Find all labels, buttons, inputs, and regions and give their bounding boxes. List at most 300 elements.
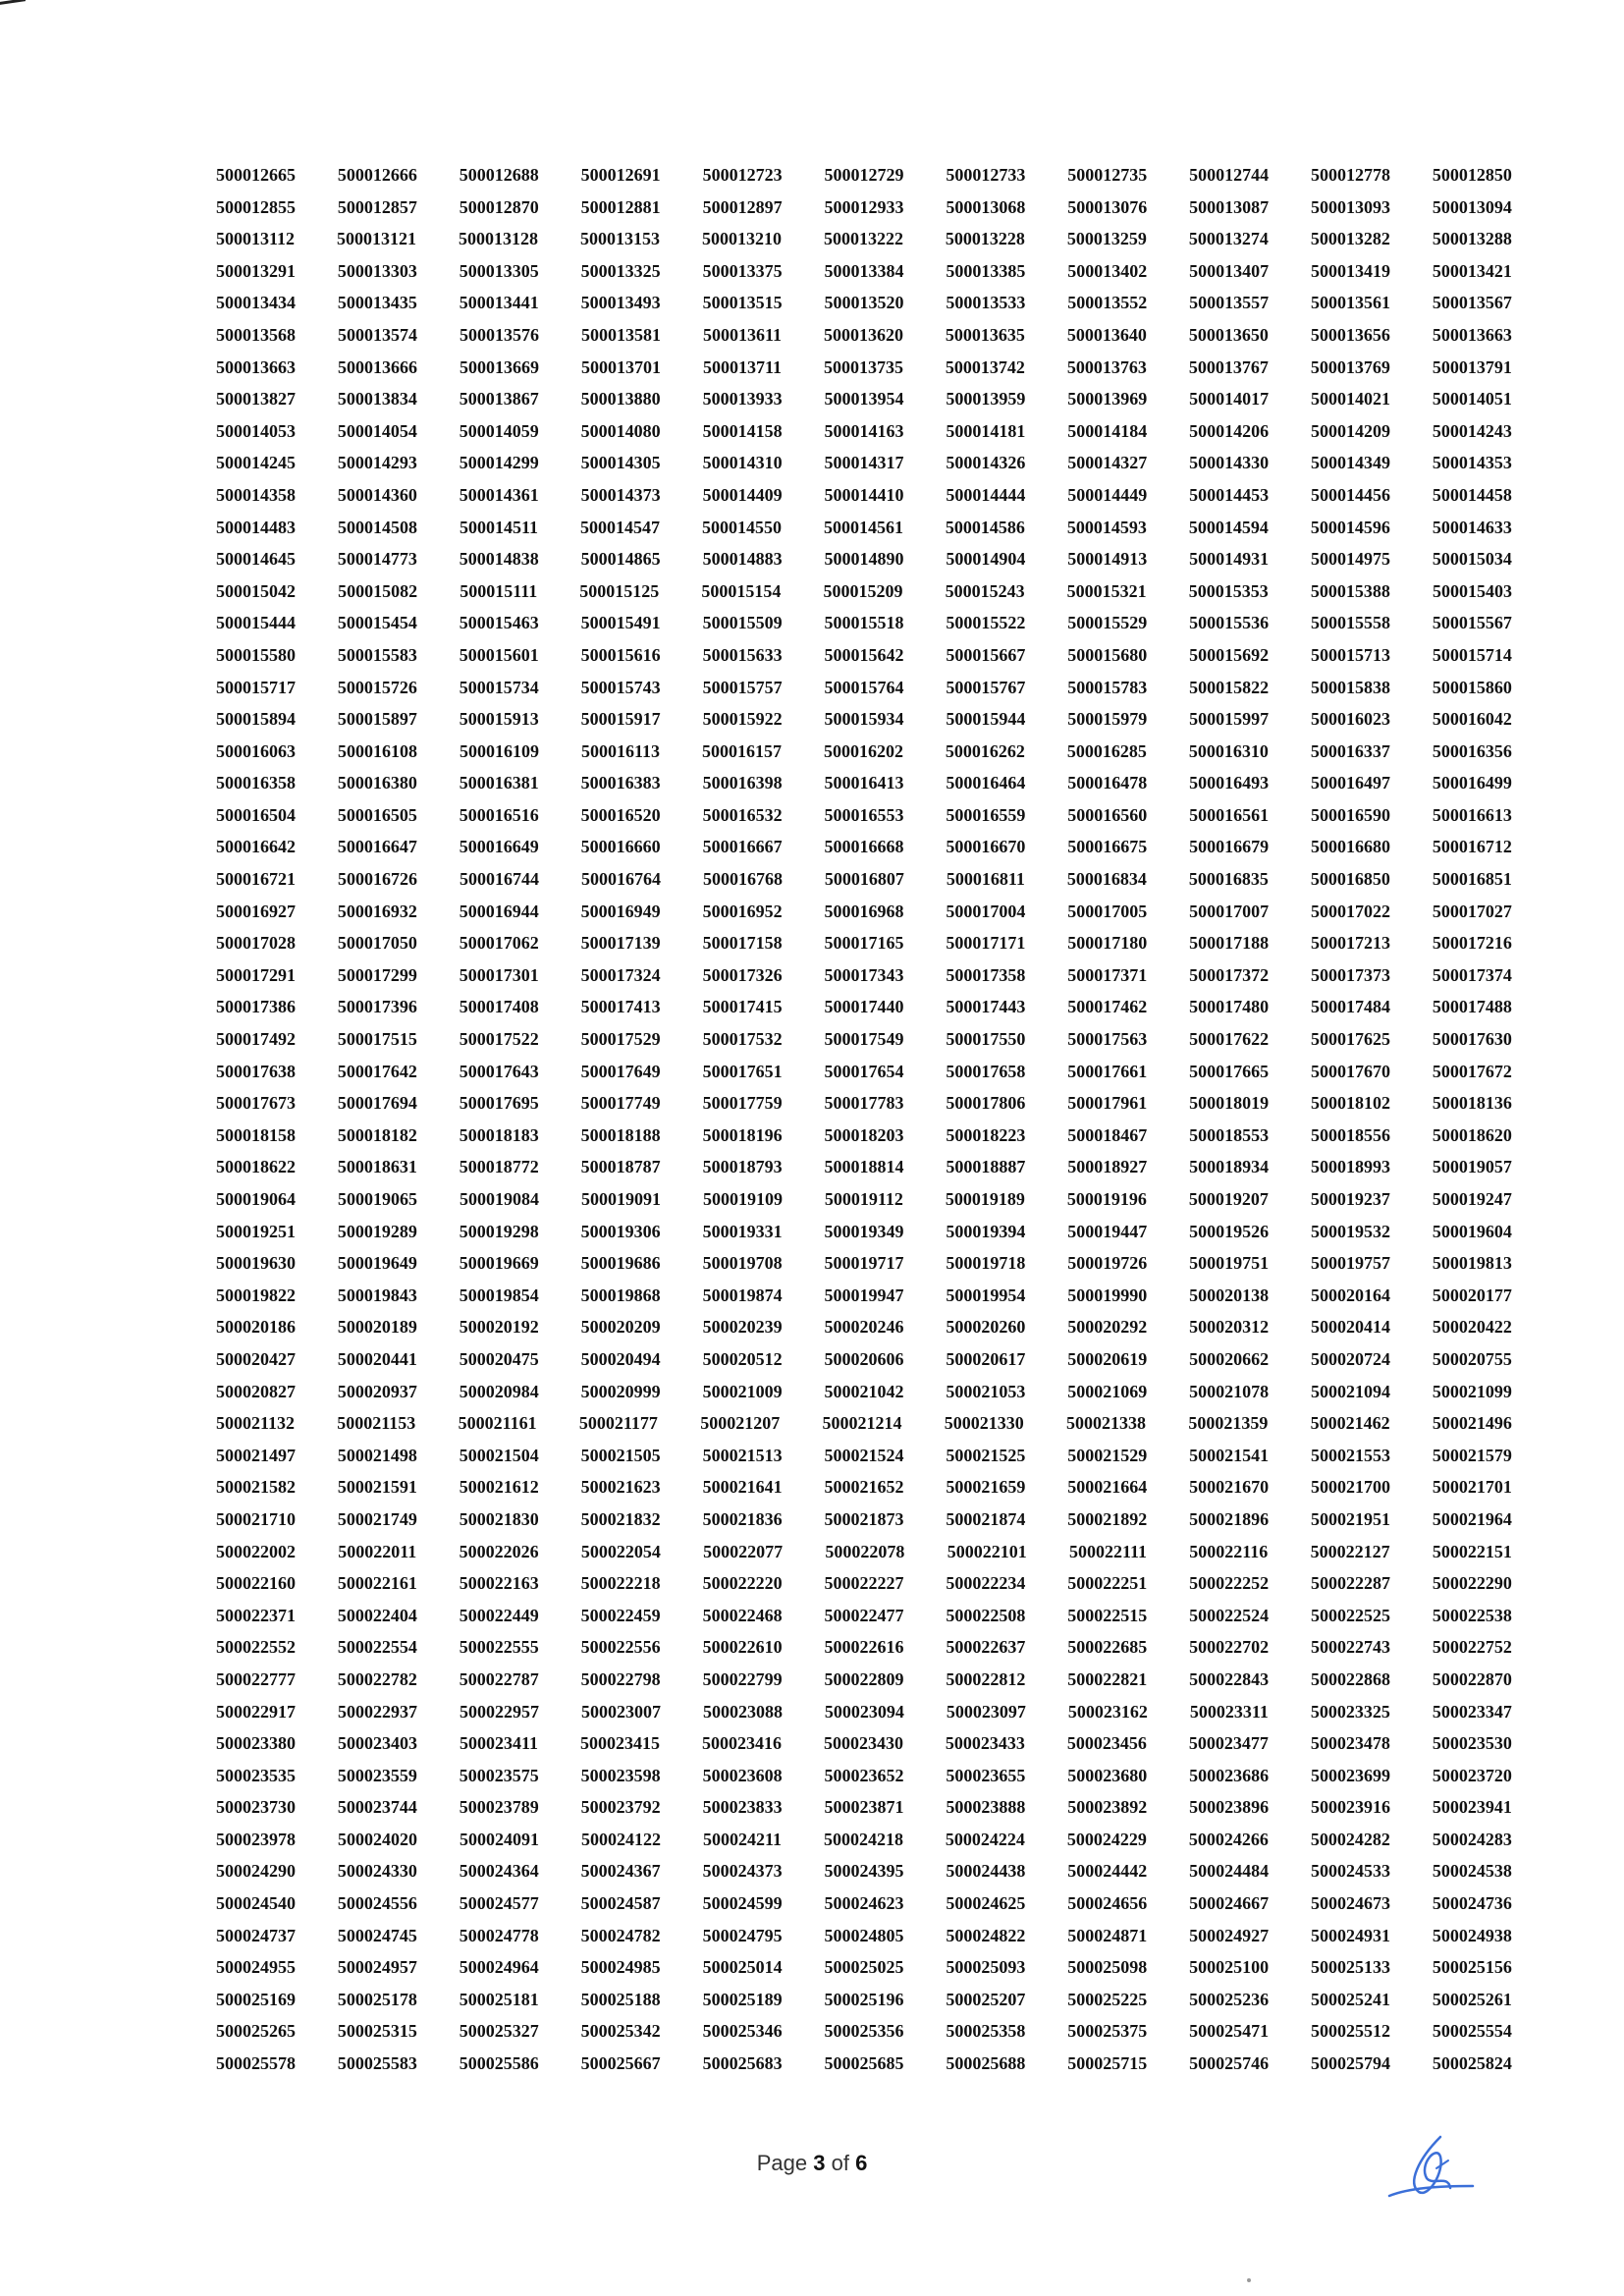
number-entry: 500023430 <box>823 1733 903 1754</box>
number-entry: 500022702 <box>1189 1637 1270 1658</box>
number-entry: 500021504 <box>459 1445 539 1465</box>
number-entry: 500018787 <box>580 1157 661 1177</box>
number-entry: 500014586 <box>945 517 1025 537</box>
number-entry: 500019196 <box>1066 1189 1147 1209</box>
number-entry: 500021497 <box>216 1445 296 1465</box>
number-entry: 500024395 <box>824 1861 904 1882</box>
number-entry: 500015444 <box>216 613 296 633</box>
number-entry: 500024556 <box>337 1893 417 1914</box>
number-entry: 500022290 <box>1432 1573 1512 1594</box>
number-entry: 500017371 <box>1067 964 1148 985</box>
number-entry: 500013435 <box>337 293 417 313</box>
number-entry: 500019757 <box>1311 1253 1391 1274</box>
page-label: Page <box>756 2151 808 2175</box>
number-entry: 500016932 <box>337 901 417 921</box>
number-entry: 500019447 <box>1067 1221 1148 1241</box>
number-entry: 500016383 <box>580 773 661 793</box>
number-entry: 500015894 <box>216 709 296 730</box>
number-entry: 500019084 <box>459 1189 539 1209</box>
number-entry: 500014053 <box>216 420 296 441</box>
number-entry: 500015734 <box>459 677 539 697</box>
number-entry: 500013640 <box>1066 324 1147 345</box>
number-entry: 500013112 <box>216 229 296 249</box>
number-entry: 500021553 <box>1311 1445 1391 1465</box>
number-entry: 500014310 <box>702 453 783 473</box>
number-entry: 500020186 <box>216 1317 296 1338</box>
number-entry: 500015243 <box>945 580 1025 601</box>
number-entry: 500014838 <box>459 549 539 570</box>
number-entry: 500021641 <box>702 1477 783 1498</box>
number-entry: 500022287 <box>1311 1573 1391 1594</box>
number-entry: 500015667 <box>946 644 1026 665</box>
number-row <box>216 607 1512 639</box>
number-entry: 500022917 <box>216 1701 296 1722</box>
number-entry: 500015522 <box>946 613 1026 633</box>
number-entry: 500016851 <box>1432 869 1512 890</box>
number-entry: 500013666 <box>337 356 417 377</box>
number-entry: 500024795 <box>702 1925 783 1945</box>
number-entry: 500025586 <box>459 2053 539 2074</box>
number-row <box>216 319 1512 352</box>
number-entry: 500013128 <box>458 229 538 249</box>
number-entry: 500016042 <box>1432 709 1512 730</box>
number-entry: 500013552 <box>1067 293 1148 313</box>
number-entry: 500019717 <box>824 1253 904 1274</box>
number-entry: 500024931 <box>1311 1925 1391 1945</box>
number-entry: 500014456 <box>1311 484 1391 505</box>
number-entry: 500012897 <box>702 196 783 217</box>
number-row <box>216 1216 1512 1248</box>
number-entry: 500024985 <box>580 1957 661 1978</box>
number-entry: 500020475 <box>459 1348 539 1369</box>
number-entry: 500023433 <box>945 1733 1025 1754</box>
number-row <box>216 1727 1512 1760</box>
number-entry: 500019630 <box>216 1253 296 1274</box>
number-entry: 500017343 <box>824 964 904 985</box>
number-entry: 500021892 <box>1067 1508 1148 1529</box>
number-entry: 500021874 <box>946 1508 1026 1529</box>
number-entry: 500024540 <box>216 1893 296 1914</box>
number-entry: 500015692 <box>1189 644 1270 665</box>
number-entry: 500019112 <box>824 1189 903 1209</box>
number-entry: 500023871 <box>824 1797 904 1818</box>
number-entry: 500015757 <box>702 677 783 697</box>
number-entry: 500017373 <box>1311 964 1391 985</box>
number-entry: 500013767 <box>1188 356 1269 377</box>
number-entry: 500025014 <box>702 1957 783 1978</box>
number-entry: 500015783 <box>1067 677 1148 697</box>
number-entry: 500014158 <box>702 420 783 441</box>
number-entry: 500015633 <box>702 644 783 665</box>
number-entry: 500021701 <box>1432 1477 1512 1498</box>
number-entry: 500016532 <box>702 804 783 825</box>
number-entry: 500022554 <box>337 1637 417 1658</box>
number-entry: 500013385 <box>946 260 1026 281</box>
number-entry: 500014904 <box>946 549 1026 570</box>
number-entry: 500022054 <box>580 1541 661 1561</box>
number-entry: 500019289 <box>337 1221 417 1241</box>
number-entry: 500014353 <box>1432 453 1512 473</box>
number-entry: 500025683 <box>702 2053 783 2074</box>
number-entry: 500023477 <box>1188 1733 1269 1754</box>
number-entry: 500015353 <box>1188 580 1269 601</box>
number-row <box>216 159 1512 191</box>
number-entry: 500016520 <box>580 804 661 825</box>
number-entry: 500014330 <box>1189 453 1270 473</box>
number-entry: 500016680 <box>1311 837 1391 857</box>
number-entry: 500016835 <box>1188 869 1269 890</box>
number-entry: 500013574 <box>337 324 417 345</box>
number-row <box>216 959 1512 992</box>
number-entry: 500023652 <box>824 1765 904 1785</box>
number-entry: 500018622 <box>216 1157 296 1177</box>
number-entry: 500019669 <box>459 1253 539 1274</box>
number-entry: 500023311 <box>1189 1701 1269 1722</box>
number-entry: 500015616 <box>580 644 661 665</box>
number-entry: 500022078 <box>825 1541 905 1561</box>
number-entry: 500025225 <box>1067 1989 1148 2009</box>
number-entry: 500017563 <box>1067 1029 1148 1050</box>
number-entry: 500016647 <box>337 837 417 857</box>
number-entry: 500025342 <box>580 2021 661 2042</box>
number-entry: 500022787 <box>459 1668 539 1689</box>
number-entry: 500017480 <box>1189 997 1270 1017</box>
number-entry: 500019109 <box>702 1189 783 1209</box>
number-entry: 500020984 <box>459 1381 539 1401</box>
number-entry: 500022870 <box>1432 1668 1512 1689</box>
number-row <box>216 672 1512 704</box>
number-entry: 500014349 <box>1311 453 1391 473</box>
number-entry: 500021214 <box>822 1413 902 1434</box>
number-entry: 500021462 <box>1310 1413 1390 1434</box>
number-entry: 500024623 <box>824 1893 904 1914</box>
number-entry: 500016310 <box>1188 740 1269 761</box>
scan-speck <box>1247 2278 1251 2282</box>
number-entry: 500012850 <box>1432 165 1512 185</box>
number-entry: 500012778 <box>1311 165 1391 185</box>
number-entry: 500018203 <box>824 1124 904 1145</box>
number-entry: 500021612 <box>459 1477 539 1498</box>
number-entry: 500014453 <box>1189 484 1270 505</box>
number-entry: 500017643 <box>459 1061 539 1081</box>
number-entry: 500013305 <box>459 260 539 281</box>
number-entry: 500016850 <box>1310 869 1390 890</box>
number-entry: 500024625 <box>946 1893 1026 1914</box>
number-entry: 500022556 <box>580 1637 661 1658</box>
number-entry: 500013533 <box>946 293 1026 313</box>
number-entry: 500020292 <box>1067 1317 1148 1338</box>
number-entry: 500013567 <box>1432 293 1512 313</box>
number-entry: 500024290 <box>216 1861 296 1882</box>
number-entry: 500015111 <box>460 580 538 601</box>
number-entry: 500013222 <box>823 229 903 249</box>
number-row <box>216 512 1512 544</box>
number-row <box>216 1120 1512 1152</box>
number-entry: 500014773 <box>337 549 417 570</box>
number-entry: 500019331 <box>702 1221 783 1241</box>
number-row <box>216 1440 1512 1472</box>
number-entry: 500023833 <box>702 1797 783 1818</box>
number-row <box>216 1023 1512 1056</box>
number-entry: 500014975 <box>1311 549 1391 570</box>
number-entry: 500017661 <box>1067 1061 1148 1081</box>
total-pages: 6 <box>855 2151 868 2175</box>
number-entry: 500014245 <box>216 453 296 473</box>
number-entry: 500013402 <box>1067 260 1148 281</box>
number-entry: 500014547 <box>579 517 660 537</box>
number-row <box>216 1984 1512 2016</box>
number-entry: 500013515 <box>702 293 783 313</box>
number-entry: 500022077 <box>703 1541 784 1561</box>
number-entry: 500019686 <box>580 1253 661 1274</box>
number-entry: 500015154 <box>701 580 782 601</box>
number-entry: 500014209 <box>1311 420 1391 441</box>
number-entry: 500016381 <box>459 773 539 793</box>
number-entry: 500013274 <box>1188 229 1269 249</box>
number-row <box>216 223 1512 255</box>
number-entry: 500019065 <box>337 1189 417 1209</box>
number-entry: 500021359 <box>1188 1413 1269 1434</box>
number-entry: 500016499 <box>1432 773 1512 793</box>
number-entry: 500016679 <box>1189 837 1270 857</box>
number-entry: 500019306 <box>580 1221 661 1241</box>
number-entry: 500012933 <box>824 196 904 217</box>
number-entry: 500021496 <box>1432 1413 1512 1434</box>
number-entry: 500022404 <box>337 1605 417 1625</box>
number-entry: 500017062 <box>459 933 539 954</box>
number-entry: 500016113 <box>580 740 660 761</box>
number-entry: 500023789 <box>459 1797 539 1818</box>
number-entry: 500025746 <box>1189 2053 1270 2074</box>
number-entry: 500015979 <box>1067 709 1148 730</box>
number-entry: 500020619 <box>1067 1348 1148 1369</box>
number-entry: 500022843 <box>1189 1668 1270 1689</box>
number-entry: 500024266 <box>1188 1829 1269 1849</box>
number-entry: 500016590 <box>1311 804 1391 825</box>
number-entry: 500019532 <box>1311 1221 1391 1241</box>
number-row <box>216 639 1512 672</box>
number-entry: 500025824 <box>1432 2053 1512 2074</box>
number-entry: 500013656 <box>1310 324 1390 345</box>
number-entry: 500016561 <box>1189 804 1270 825</box>
number-row <box>216 927 1512 959</box>
number-entry: 500019189 <box>945 1189 1025 1209</box>
number-entry: 500017180 <box>1067 933 1148 954</box>
number-entry: 500024224 <box>945 1829 1025 1849</box>
number-entry: 500022799 <box>702 1668 783 1689</box>
number-entry: 500016744 <box>459 869 539 890</box>
number-entry: 500015583 <box>337 644 417 665</box>
number-entry: 500024533 <box>1311 1861 1391 1882</box>
number-entry: 500013711 <box>702 356 782 377</box>
number-entry: 500021652 <box>824 1477 904 1498</box>
number-entry: 500014508 <box>337 517 417 537</box>
number-entry: 500017749 <box>580 1093 661 1114</box>
number-entry: 500017532 <box>702 1029 783 1050</box>
number-entry: 500025100 <box>1189 1957 1270 1978</box>
number-entry: 500016337 <box>1310 740 1390 761</box>
number-row <box>216 1087 1512 1120</box>
number-entry: 500014017 <box>1189 389 1270 410</box>
number-entry: 500021042 <box>824 1381 904 1401</box>
number-entry: 500023380 <box>216 1733 296 1754</box>
number-entry: 500013288 <box>1432 229 1512 249</box>
number-entry: 500013094 <box>1432 196 1512 217</box>
number-entry: 500014293 <box>337 453 417 473</box>
number-entry: 500017783 <box>824 1093 904 1114</box>
number-entry: 500016712 <box>1432 837 1512 857</box>
number-entry: 500023097 <box>946 1701 1026 1722</box>
number-entry: 500013087 <box>1189 196 1270 217</box>
number-entry: 500015997 <box>1189 709 1270 730</box>
number-entry: 500016202 <box>823 740 903 761</box>
number-entry: 500019251 <box>216 1221 296 1241</box>
number-entry: 500016109 <box>459 740 539 761</box>
number-entry: 500017213 <box>1311 933 1391 954</box>
number-entry: 500012881 <box>580 196 661 217</box>
number-entry: 500013791 <box>1432 356 1512 377</box>
number-entry: 500022252 <box>1189 1573 1270 1594</box>
number-row <box>216 1503 1512 1536</box>
number-entry: 500024927 <box>1189 1925 1270 1945</box>
signature-icon <box>1380 2129 1488 2208</box>
number-entry: 500017642 <box>337 1061 417 1081</box>
number-entry: 500022798 <box>580 1668 661 1689</box>
number-entry: 500016768 <box>702 869 783 890</box>
number-entry: 500013561 <box>1311 293 1391 313</box>
number-entry: 500017961 <box>1067 1093 1148 1114</box>
number-entry: 500018620 <box>1432 1124 1512 1145</box>
number-entry: 500019854 <box>459 1285 539 1305</box>
number-entry: 500013407 <box>1189 260 1270 281</box>
number-entry: 500022161 <box>337 1573 417 1594</box>
number-entry: 500025554 <box>1432 2021 1512 2042</box>
number-entry: 500021069 <box>1067 1381 1148 1401</box>
number-entry: 500016157 <box>701 740 782 761</box>
number-entry: 500016505 <box>337 804 417 825</box>
scan-corner-mark <box>0 0 26 15</box>
number-entry: 500021541 <box>1189 1445 1270 1465</box>
number-entry: 500017022 <box>1311 901 1391 921</box>
number-entry: 500020937 <box>337 1381 417 1401</box>
number-entry: 500024736 <box>1432 1893 1512 1914</box>
number-entry: 500019394 <box>946 1221 1026 1241</box>
number-entry: 500021579 <box>1432 1445 1512 1465</box>
number-row <box>216 255 1512 288</box>
number-entry: 500017139 <box>580 933 661 954</box>
number-entry: 500025196 <box>824 1989 904 2009</box>
number-entry: 500023941 <box>1432 1797 1512 1818</box>
number-entry: 500016262 <box>945 740 1025 761</box>
number-entry: 500015509 <box>702 613 783 633</box>
number-entry: 500015917 <box>580 709 661 730</box>
number-entry: 500014184 <box>1067 420 1148 441</box>
number-entry: 500014326 <box>946 453 1026 473</box>
number-entry: 500013581 <box>580 324 661 345</box>
number-entry: 500024938 <box>1432 1925 1512 1945</box>
number-entry: 500013635 <box>945 324 1025 345</box>
number-entry: 500021513 <box>702 1445 783 1465</box>
number-entry: 500013303 <box>337 260 417 281</box>
number-entry: 500025346 <box>702 2021 783 2042</box>
number-entry: 500022812 <box>946 1668 1026 1689</box>
number-entry: 500024782 <box>580 1925 661 1945</box>
number-entry: 500020312 <box>1189 1317 1270 1338</box>
number-row <box>216 1376 1512 1408</box>
number-entry: 500025181 <box>459 1989 539 2009</box>
number-entry: 500016413 <box>824 773 904 793</box>
number-row <box>216 415 1512 448</box>
number-entry: 500023416 <box>701 1733 782 1754</box>
number-entry: 500017625 <box>1311 1029 1391 1050</box>
number-entry: 500018158 <box>216 1124 296 1145</box>
number-entry: 500017326 <box>702 964 783 985</box>
number-entry: 500024091 <box>459 1829 539 1849</box>
number-entry: 500020494 <box>580 1348 661 1369</box>
number-row <box>216 1664 1512 1696</box>
number-entry: 500017216 <box>1432 933 1512 954</box>
number-entry: 500024229 <box>1066 1829 1147 1849</box>
number-entry: 500021749 <box>337 1508 417 1529</box>
number-entry: 500024211 <box>702 1829 782 1849</box>
number-entry: 500014051 <box>1432 389 1512 410</box>
number-row <box>216 1567 1512 1600</box>
number-entry: 500015944 <box>946 709 1026 730</box>
page-number: 3 <box>813 2151 826 2175</box>
number-entry: 500021529 <box>1067 1445 1148 1465</box>
number-entry: 500021525 <box>946 1445 1026 1465</box>
number-entry: 500020164 <box>1311 1285 1391 1305</box>
number-entry: 500023094 <box>824 1701 904 1722</box>
number-entry: 500013076 <box>1067 196 1148 217</box>
number-entry: 500013375 <box>702 260 783 281</box>
number-entry: 500020260 <box>946 1317 1026 1338</box>
number-entry: 500017440 <box>824 997 904 1017</box>
number-entry: 500024577 <box>459 1893 539 1914</box>
number-row <box>216 543 1512 575</box>
number-entry: 500020617 <box>946 1348 1026 1369</box>
number-entry: 500014645 <box>216 549 296 570</box>
number-entry: 500023896 <box>1189 1797 1270 1818</box>
number-entry: 500020246 <box>824 1317 904 1338</box>
number-entry: 500013959 <box>946 389 1026 410</box>
number-entry: 500024282 <box>1310 1829 1390 1849</box>
number-entry: 500023162 <box>1067 1701 1148 1722</box>
number-entry: 500022101 <box>947 1541 1027 1561</box>
of-label: of <box>831 2151 849 2175</box>
number-row <box>216 1920 1512 1952</box>
number-entry: 500020662 <box>1189 1348 1270 1369</box>
number-entry: 500013880 <box>580 389 661 410</box>
number-entry: 500024442 <box>1067 1861 1148 1882</box>
number-entry: 500014931 <box>1189 549 1270 570</box>
number-entry: 500017301 <box>459 964 539 985</box>
number-entry: 500013611 <box>702 324 782 345</box>
number-entry: 500021161 <box>458 1413 537 1434</box>
number-entry: 500023411 <box>459 1733 538 1754</box>
number-entry: 500022752 <box>1432 1637 1512 1658</box>
number-entry: 500015913 <box>459 709 539 730</box>
number-entry: 500015822 <box>1189 677 1270 697</box>
number-entry: 500014054 <box>337 420 417 441</box>
number-entry: 500013493 <box>580 293 661 313</box>
number-entry: 500013153 <box>579 229 660 249</box>
number-entry: 500020441 <box>337 1348 417 1369</box>
number-entry: 500017651 <box>702 1061 783 1081</box>
number-entry: 500016560 <box>1067 804 1148 825</box>
number-entry: 500013663 <box>1432 324 1512 345</box>
number-entry: 500017492 <box>216 1029 296 1050</box>
